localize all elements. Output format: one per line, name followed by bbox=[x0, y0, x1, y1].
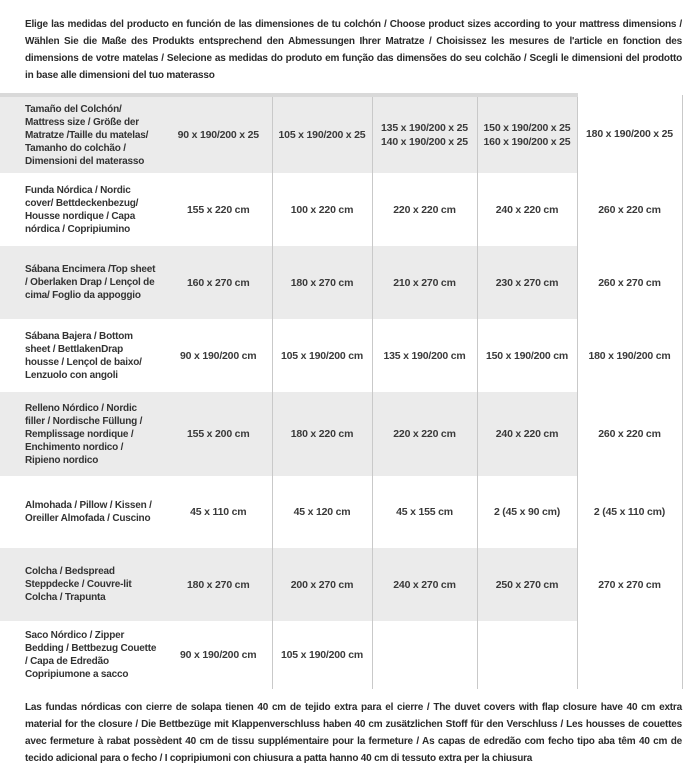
size-table bbox=[0, 93, 683, 689]
size-value-cell: 260 x 220 cm bbox=[577, 392, 682, 476]
row-label: Saco Nórdico / Zipper Bedding / Bettbezug Couette / Capa de Edredão Copripiumone a sacco bbox=[25, 630, 157, 680]
size-guide-page bbox=[0, 16, 700, 767]
size-value-cell: 220 x 220 cm bbox=[372, 173, 477, 246]
size-value-cell: 180 x 220 cm bbox=[272, 392, 372, 476]
size-value-cell bbox=[477, 621, 577, 689]
row-label: Sábana Encimera /Top sheet / Oberlaken Drap / Lençol de cima/ Foglio da appoggio bbox=[0, 246, 165, 319]
size-value-cell: 200 x 270 cm bbox=[272, 548, 372, 621]
size-value-cell: 100 x 220 cm bbox=[272, 173, 372, 246]
row-label: Sábana Bajera / Bottom sheet / BettlakenDrap housse / Lençol de baixo/ Lenzuolo con angoli bbox=[25, 330, 142, 381]
size-value-cell: 155 x 200 cm bbox=[165, 392, 272, 476]
size-value-cell: 150 x 190/200 cm bbox=[477, 319, 577, 392]
size-value-cell: 180 x 190/200 x 25 bbox=[577, 95, 682, 173]
size-table-body bbox=[0, 95, 682, 689]
size-value-cell: 250 x 270 cm bbox=[477, 548, 577, 621]
size-value-cell: 180 x 270 cm bbox=[165, 548, 272, 621]
size-value-cell: 45 x 120 cm bbox=[272, 476, 372, 548]
table-row bbox=[0, 246, 682, 319]
size-value-cell: 90 x 190/200 cm bbox=[180, 349, 257, 362]
row-label: Funda Nórdica / Nordic cover/ Bettdeckenbezug/ Housse nordique / Capa nórdica / Copripiumino bbox=[25, 184, 139, 235]
size-value-cell: 180 x 270 cm bbox=[272, 246, 372, 319]
row-label: Tamaño del Colchón/ Mattress size / Größe der Matratze /Taille du matelas/ Tamanho do colchão / Dimensioni del materasso bbox=[0, 95, 165, 173]
size-value-cell: 210 x 270 cm bbox=[372, 246, 477, 319]
size-value-cell bbox=[577, 621, 682, 689]
size-value-cell bbox=[372, 621, 477, 689]
table-row bbox=[0, 621, 682, 689]
table-row bbox=[0, 548, 682, 621]
table-row bbox=[0, 95, 682, 173]
row-label: Almohada / Pillow / Kissen / Oreiller Almofada / Cuscino bbox=[25, 500, 152, 524]
size-value-cell: 260 x 270 cm bbox=[577, 246, 682, 319]
size-value-cell: 260 x 220 cm bbox=[577, 173, 682, 246]
size-value-cell: 2 (45 x 110 cm) bbox=[577, 476, 682, 548]
size-value-cell: 105 x 190/200 cm bbox=[272, 319, 372, 392]
size-value-cell: 180 x 190/200 cm bbox=[577, 319, 682, 392]
size-value-cell: 105 x 190/200 x 25 bbox=[272, 95, 372, 173]
size-value-cell: 90 x 190/200 x 25 bbox=[165, 95, 272, 173]
size-value-cell: 90 x 190/200 cm bbox=[180, 649, 257, 661]
size-value-cell: 240 x 270 cm bbox=[372, 548, 477, 621]
table-row bbox=[0, 392, 682, 476]
row-label: Relleno Nórdico / Nordic filler / Nordische Füllung / Remplissage nordique / Enchimento nordico / Ripieno nordico bbox=[0, 392, 165, 476]
size-value-cell: 45 x 110 cm bbox=[190, 506, 247, 518]
table-row bbox=[0, 476, 682, 548]
size-value-cell: 45 x 155 cm bbox=[372, 476, 477, 548]
size-value-cell: 105 x 190/200 cm bbox=[272, 621, 372, 689]
size-value-cell: 230 x 270 cm bbox=[477, 246, 577, 319]
size-value-cell: 155 x 220 cm bbox=[187, 203, 250, 216]
size-value-cell: 135 x 190/200 cm bbox=[372, 319, 477, 392]
table-row bbox=[0, 319, 682, 392]
size-value-cell: 135 x 190/200 x 25 140 x 190/200 x 25 bbox=[372, 95, 477, 173]
size-value-cell: 270 x 270 cm bbox=[577, 548, 682, 621]
row-label: Colcha / Bedspread Steppdecke / Couvre-lit Colcha / Trapunta bbox=[0, 548, 165, 621]
size-value-cell: 160 x 270 cm bbox=[165, 246, 272, 319]
size-value-cell: 2 (45 x 90 cm) bbox=[477, 476, 577, 548]
size-value-cell: 240 x 220 cm bbox=[477, 392, 577, 476]
size-value-cell: 220 x 220 cm bbox=[372, 392, 477, 476]
intro-paragraph: Elige las medidas del producto en función de las dimensiones de tu colchón / Choose product sizes according to your mattress dimensions / Wählen Sie die Maße des Produkts entsprechend den Abmessungen Ihrer Matratze / Choisissez les mesures de l'article en fonction des dimensions de votre matelas / Selecione as medidas do produto em função das dimensões do seu colchão / Scegli le dimensioni del prodotto in base alle dimensioni del tuo materasso bbox=[25, 19, 682, 81]
footnote-paragraph: Las fundas nórdicas con cierre de solapa tienen 40 cm de tejido extra para el cierre / The duvet covers with flap closure have 40 cm extra material for the closure / Die Bettbezüge mit Klappenverschluss haben 40 cm zusätzlichen Stoff für den Verschluss / Les housses de couettes avec fermeture à rabat possèdent 40 cm de tissu supplémentaire pour la fermeture / As capas de edredão com fecho tipo aba têm 40 cm de tecido adicional para o fecho / I copripiumoni con chiusura a patta hanno 40 cm di tessuto extra per la chiusura bbox=[25, 702, 682, 764]
table-row bbox=[0, 173, 682, 246]
size-value-cell: 150 x 190/200 x 25 160 x 190/200 x 25 bbox=[477, 95, 577, 173]
size-value-cell: 240 x 220 cm bbox=[477, 173, 577, 246]
